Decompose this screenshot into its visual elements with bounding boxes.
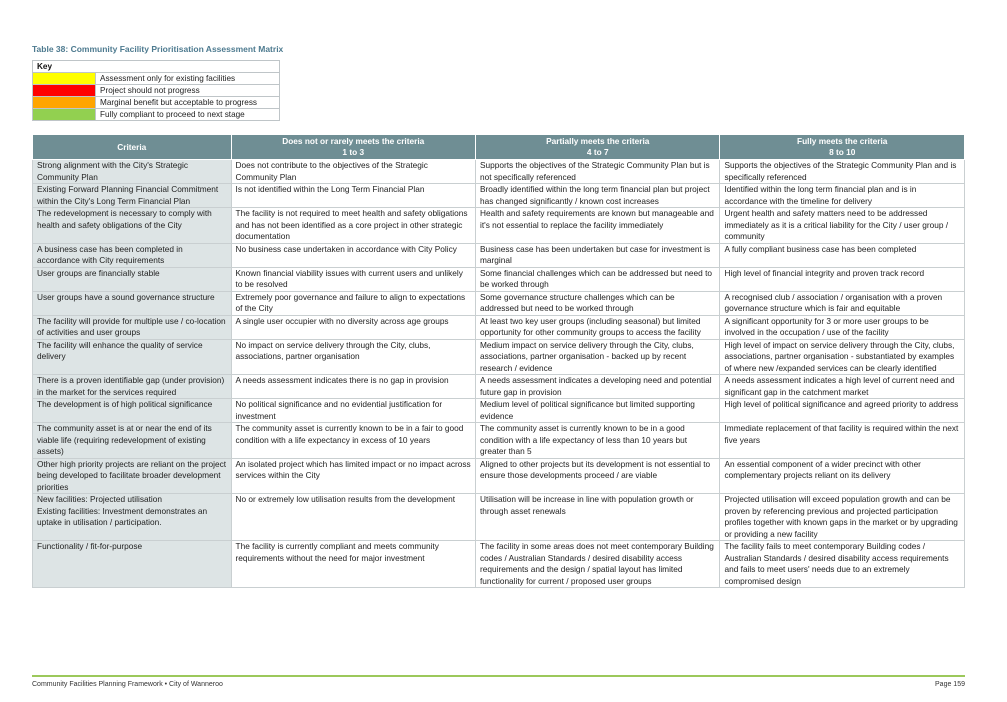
criteria-cell: Strong alignment with the City's Strategic Community Plan bbox=[33, 160, 232, 184]
table-row bbox=[33, 315, 965, 339]
partially-meets-cell: Utilisation will be increase in line with population growth or through asset renewals bbox=[476, 494, 720, 541]
table-row bbox=[33, 243, 965, 267]
matrix-header-row bbox=[33, 135, 965, 160]
partially-meets-cell: The facility in some areas does not meet contemporary Building codes / Australian Standards / desired disability access requirements and the design / spatial layout has limited functionality for current / proposed user groups bbox=[476, 541, 720, 588]
criteria-cell: Functionality / fit-for-purpose bbox=[33, 541, 232, 588]
matrix-body bbox=[33, 160, 965, 588]
key-label: Project should not progress bbox=[96, 85, 280, 97]
criteria-cell: The facility will provide for multiple use / co-location of activities and user groups bbox=[33, 315, 232, 339]
partially-meets-cell: Some governance structure challenges which can be addressed but need to be worked through bbox=[476, 291, 720, 315]
partially-meets-cell: Some financial challenges which can be addressed but need to be worked through bbox=[476, 267, 720, 291]
table-row bbox=[33, 184, 965, 208]
table-row bbox=[33, 375, 965, 399]
header-range: 8 to 10 bbox=[829, 147, 856, 157]
criteria-cell: The community asset is at or near the end of its viable life (requiring redevelopment of existing assets) bbox=[33, 423, 232, 459]
fully-meets-cell: High level of impact on service delivery through the City, clubs, associations, partner organisation - substantiated by examples of where new /expanded services can be clearly identified bbox=[720, 339, 965, 375]
fully-meets-cell: Supports the objectives of the Strategic Community Plan and is specifically referenced bbox=[720, 160, 965, 184]
partially-meets-cell: Aligned to other projects but its development is not essential to ensure those developments proceed / are viable bbox=[476, 458, 720, 494]
table-row bbox=[33, 458, 965, 494]
partially-meets-cell: The community asset is currently known to be in a good condition with a life expectancy of less than 10 years but greater than 5 bbox=[476, 423, 720, 459]
criteria-cell: The development is of high political significance bbox=[33, 399, 232, 423]
key-swatch-green bbox=[33, 109, 96, 121]
does-not-meet-cell: An isolated project which has limited impact or no impact across services within the City bbox=[231, 458, 475, 494]
does-not-meet-cell: Does not contribute to the objectives of the Strategic Community Plan bbox=[231, 160, 475, 184]
does-not-meet-cell: Extremely poor governance and failure to align to expectations of the City bbox=[231, 291, 475, 315]
footer-page-number: Page 159 bbox=[935, 681, 965, 688]
fully-meets-cell: Projected utilisation will exceed population growth and can be proven by referencing previous and projected participation profiles together with known gaps in the market or by upgrading or providing a new facility bbox=[720, 494, 965, 541]
criteria-cell: Other high priority projects are reliant on the project being developed to facilitate broader development priorities bbox=[33, 458, 232, 494]
header-title: Partially meets the criteria bbox=[546, 136, 650, 146]
fully-meets-cell: A needs assessment indicates a high level of current need and significant gap in the catchment market bbox=[720, 375, 965, 399]
table-row bbox=[33, 208, 965, 244]
header-fully-meets bbox=[720, 135, 965, 160]
fully-meets-cell: The facility fails to meet contemporary Building codes / Australian Standards / desired disability access requirements and fails to meet users' needs due to an extremely compromised design bbox=[720, 541, 965, 588]
partially-meets-cell: Health and safety requirements are known but manageable and it's not essential to replace the facility immediately bbox=[476, 208, 720, 244]
footer-divider bbox=[32, 675, 965, 677]
does-not-meet-cell: No impact on service delivery through the City, clubs, associations, partner organisation bbox=[231, 339, 475, 375]
does-not-meet-cell: No or extremely low utilisation results from the development bbox=[231, 494, 475, 541]
key-legend bbox=[32, 60, 280, 121]
key-label: Fully compliant to proceed to next stage bbox=[96, 109, 280, 121]
fully-meets-cell: High level of financial integrity and proven track record bbox=[720, 267, 965, 291]
criteria-cell: The facility will enhance the quality of service delivery bbox=[33, 339, 232, 375]
header-criteria: Criteria bbox=[33, 135, 232, 160]
assessment-matrix bbox=[32, 134, 965, 588]
key-label: Marginal benefit but acceptable to progress bbox=[96, 97, 280, 109]
key-swatch-red bbox=[33, 85, 96, 97]
header-partially-meets bbox=[476, 135, 720, 160]
fully-meets-cell: A fully compliant business case has been completed bbox=[720, 243, 965, 267]
fully-meets-cell: Urgent health and safety matters need to be addressed immediately as it is a critical liability for the City / user group / community bbox=[720, 208, 965, 244]
does-not-meet-cell: The facility is currently compliant and meets community requirements without the need for major investment bbox=[231, 541, 475, 588]
table-row bbox=[33, 423, 965, 459]
partially-meets-cell: Medium impact on service delivery through the City, clubs, associations, partner organisation - backed up by recent research / evidence bbox=[476, 339, 720, 375]
criteria-cell: The redevelopment is necessary to comply with health and safety obligations of the City bbox=[33, 208, 232, 244]
partially-meets-cell: Broadly identified within the long term financial plan but project has changed significantly / known cost increases bbox=[476, 184, 720, 208]
fully-meets-cell: Identified within the long term financial plan and is in accordance with the timeline for delivery bbox=[720, 184, 965, 208]
table-title: Table 38: Community Facility Prioritisation Assessment Matrix bbox=[32, 44, 284, 54]
table-row bbox=[33, 291, 965, 315]
criteria-cell: Existing Forward Planning Financial Commitment within the City's Long Term Financial Plan bbox=[33, 184, 232, 208]
table-row bbox=[33, 160, 965, 184]
header-title: Does not or rarely meets the criteria bbox=[282, 136, 425, 146]
header-title: Fully meets the criteria bbox=[797, 136, 888, 146]
does-not-meet-cell: A single user occupier with no diversity across age groups bbox=[231, 315, 475, 339]
partially-meets-cell: Business case has been undertaken but case for investment is marginal bbox=[476, 243, 720, 267]
header-range: 1 to 3 bbox=[342, 147, 365, 157]
does-not-meet-cell: Is not identified within the Long Term Financial Plan bbox=[231, 184, 475, 208]
fully-meets-cell: An essential component of a wider precinct with other complementary projects reliant on its delivery bbox=[720, 458, 965, 494]
key-swatch-yellow bbox=[33, 73, 96, 85]
does-not-meet-cell: No business case undertaken in accordance with City Policy bbox=[231, 243, 475, 267]
table-row bbox=[33, 541, 965, 588]
key-heading: Key bbox=[33, 61, 280, 73]
key-label: Assessment only for existing facilities bbox=[96, 73, 280, 85]
partially-meets-cell: Medium level of political significance but limited supporting evidence bbox=[476, 399, 720, 423]
fully-meets-cell: Immediate replacement of that facility is required within the next five years bbox=[720, 423, 965, 459]
does-not-meet-cell: The community asset is currently known to be in a fair to good condition with a life expectancy in excess of 10 years bbox=[231, 423, 475, 459]
table-row bbox=[33, 399, 965, 423]
criteria-cell: User groups have a sound governance structure bbox=[33, 291, 232, 315]
criteria-cell: A business case has been completed in accordance with City requirements bbox=[33, 243, 232, 267]
does-not-meet-cell: The facility is not required to meet health and safety obligations and has not been identified as a core project in other strategic documentation bbox=[231, 208, 475, 244]
header-range: 4 to 7 bbox=[586, 147, 609, 157]
does-not-meet-cell: No political significance and no evidential justification for investment bbox=[231, 399, 475, 423]
table-row bbox=[33, 494, 965, 541]
header-does-not-meet bbox=[231, 135, 475, 160]
criteria-cell: User groups are financially stable bbox=[33, 267, 232, 291]
key-swatch-orange bbox=[33, 97, 96, 109]
fully-meets-cell: High level of political significance and agreed priority to address bbox=[720, 399, 965, 423]
criteria-cell: New facilities: Projected utilisation Existing facilities: Investment demonstrates an uptake in utilisation / participation. bbox=[33, 494, 232, 541]
partially-meets-cell: Supports the objectives of the Strategic Community Plan but is not specifically referenced bbox=[476, 160, 720, 184]
partially-meets-cell: At least two key user groups (including seasonal) but limited opportunity for other community groups to access the facility bbox=[476, 315, 720, 339]
fully-meets-cell: A recognised club / association / organisation with a proven governance structure which is fair and equitable bbox=[720, 291, 965, 315]
does-not-meet-cell: A needs assessment indicates there is no gap in provision bbox=[231, 375, 475, 399]
footer-document-name: Community Facilities Planning Framework • City of Wanneroo bbox=[32, 681, 223, 688]
does-not-meet-cell: Known financial viability issues with current users and unlikely to be resolved bbox=[231, 267, 475, 291]
criteria-cell: There is a proven identifiable gap (under provision) in the market for the services required bbox=[33, 375, 232, 399]
fully-meets-cell: A significant opportunity for 3 or more user groups to be involved in the occupation / use of the facility bbox=[720, 315, 965, 339]
partially-meets-cell: A needs assessment indicates a developing need and potential future gap in provision bbox=[476, 375, 720, 399]
table-row bbox=[33, 267, 965, 291]
table-row bbox=[33, 339, 965, 375]
